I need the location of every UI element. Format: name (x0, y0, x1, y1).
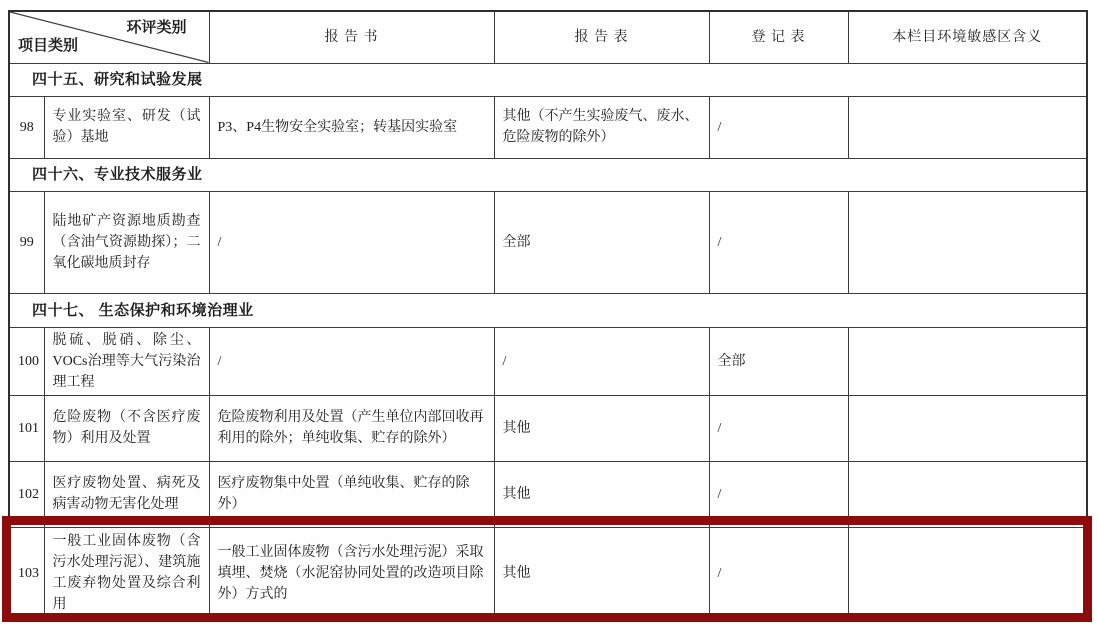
table-row-103-highlighted (9, 527, 1087, 620)
header-report-form: 报 告 表 (494, 11, 709, 63)
table-row-101 (9, 395, 1087, 461)
header-project-category: 项目类别 (18, 37, 79, 54)
cell-registration-form: / (709, 461, 848, 527)
section-45-label: 四十五、研究和试验发展 (9, 63, 1087, 96)
section-row-46 (9, 158, 1087, 191)
cell-row-number: 103 (9, 527, 44, 620)
cell-row-number: 100 (9, 327, 44, 395)
cell-sensitive-meaning (848, 461, 1087, 527)
header-eia-category: 环评类别 (126, 20, 187, 36)
cell-report-book: / (209, 327, 494, 395)
header-sensitive-meaning: 本栏目环境敏感区含义 (848, 11, 1087, 63)
table-header-row (9, 11, 1087, 63)
cell-project-category: 危险废物（不含医疗废物）利用及处置 (44, 395, 209, 461)
cell-project-category: 医疗废物处置、病死及病害动物无害化处理 (44, 461, 209, 527)
cell-project-category: 一般工业固体废物（含污水处理污泥）、建筑施工废弃物处置及综合利用 (44, 527, 209, 620)
cell-report-book: / (209, 191, 494, 293)
cell-registration-form: 全部 (709, 327, 848, 395)
table-row-98 (9, 96, 1087, 158)
cell-report-form: / (494, 327, 709, 395)
table-row-102 (9, 461, 1087, 527)
section-row-47 (9, 293, 1087, 327)
cell-report-form: 其他（不产生实验废气、废水、危险废物的除外） (494, 96, 709, 158)
section-46-label: 四十六、专业技术服务业 (9, 158, 1087, 191)
cell-project-category: 脱硫、脱硝、除尘、VOCs治理等大气污染治理工程 (44, 327, 209, 395)
cell-registration-form: / (709, 527, 848, 620)
cell-report-form: 全部 (494, 191, 709, 293)
cell-report-form: 其他 (494, 461, 709, 527)
cell-report-book: 一般工业固体废物（含污水处理污泥）采取填埋、焚烧（水泥窑协同处置的改造项目除外）方式的 (209, 527, 494, 620)
cell-sensitive-meaning (848, 527, 1087, 620)
header-registration-form: 登 记 表 (709, 11, 848, 63)
cell-report-form: 其他 (494, 395, 709, 461)
cell-sensitive-meaning (848, 96, 1087, 158)
section-47-label: 四十七、 生态保护和环境治理业 (9, 293, 1087, 327)
section-row-45 (9, 63, 1087, 96)
cell-project-category: 陆地矿产资源地质勘查（含油气资源勘探）；二氧化碳地质封存 (44, 191, 209, 293)
cell-report-form: 其他 (494, 527, 709, 620)
cell-registration-form: / (709, 395, 848, 461)
eia-classification-table (8, 10, 1088, 621)
cell-sensitive-meaning (848, 191, 1087, 293)
cell-report-book: P3、P4生物安全实验室；转基因实验室 (209, 96, 494, 158)
cell-sensitive-meaning (848, 395, 1087, 461)
cell-project-category: 专业实验室、研发（试验）基地 (44, 96, 209, 158)
cell-report-book: 危险废物利用及处置（产生单位内部回收再利用的除外；单纯收集、贮存的除外） (209, 395, 494, 461)
cell-row-number: 102 (9, 461, 44, 527)
cell-sensitive-meaning (848, 327, 1087, 395)
cell-report-book: 医疗废物集中处置（单纯收集、贮存的除外） (209, 461, 494, 527)
diagonal-header-cell (9, 11, 209, 63)
cell-registration-form: / (709, 96, 848, 158)
table-row-99 (9, 191, 1087, 293)
header-report-book: 报 告 书 (209, 11, 494, 63)
cell-row-number: 98 (9, 96, 44, 158)
table-row-100 (9, 327, 1087, 395)
cell-registration-form: / (709, 191, 848, 293)
cell-row-number: 99 (9, 191, 44, 293)
cell-row-number: 101 (9, 395, 44, 461)
